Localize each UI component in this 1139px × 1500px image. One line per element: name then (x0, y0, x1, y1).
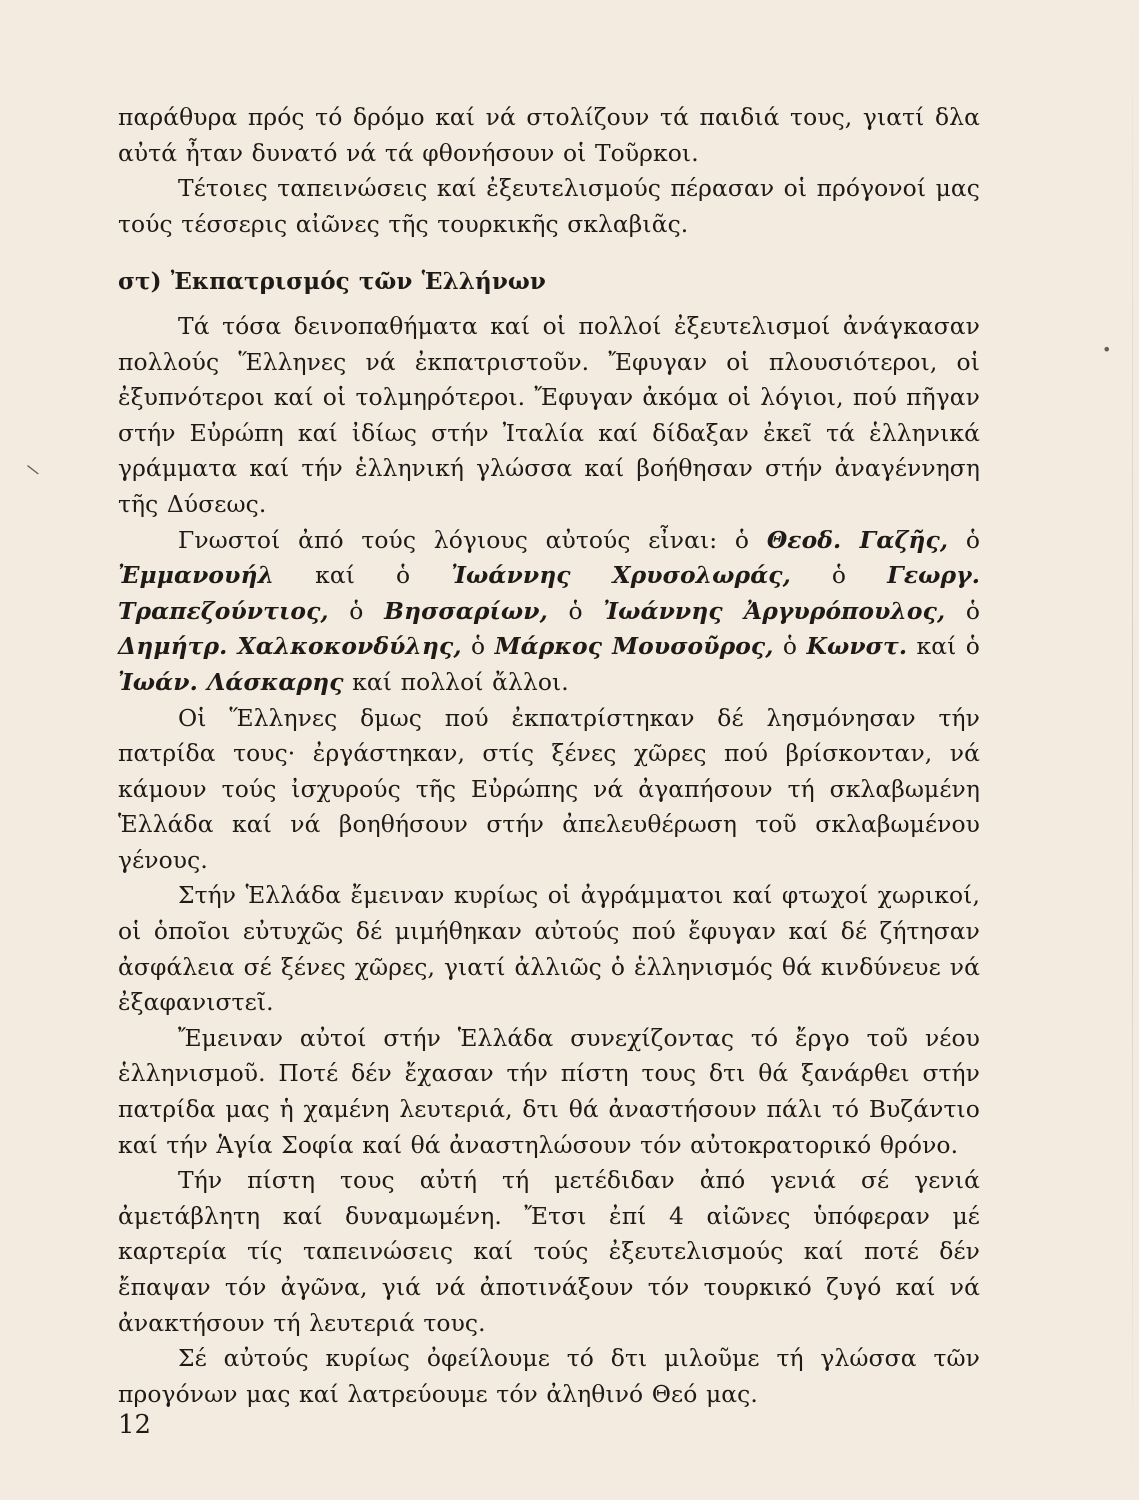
paragraph-1: παράθυρα πρός τό δρόμο καί νά στολίζουν τά παιδιά τους, γιατί δλα αὐτά ἦταν δυνατό νά τά φθονήσουν οἱ Τοῦρκοι. (118, 103, 980, 167)
paragraph-3: Τά τόσα δεινοπαθήματα καί οἱ πολλοί ἐξευτελισμοί ἀνάγκασαν πολλούς Ἕλληνες νά ἐκπατριστοῦν. Ἔφυγαν οἱ πλουσιότεροι, οἱ ἐξυπνότεροι καί οἱ τολμηρότεροι. Ἔφυγαν ἀκόμα οἱ λόγιοι, πού πῆγαν στήν Εὐρώπη καί ἰδίως στήν Ἰταλία καί δίδαξαν ἐκεῖ τά ἑλληνικά γράμματα καί τήν ἑλληνική γλώσσα καί βοήθησαν στήν ἀναγέννηση τῆς Δύσεως. (118, 311, 980, 518)
page-edge (1132, 0, 1133, 1500)
scholar-name: Μάρκος Μουσοῦρος, (494, 632, 774, 661)
page-number: 12 (118, 1410, 152, 1440)
p4-sep: ὁ (547, 596, 604, 625)
scholar-name: Ἰωάννης Ἀργυρόπουλος, (603, 596, 946, 625)
paragraph-2: Τέτοιες ταπεινώσεις καί ἐξευτελισμούς πέρασαν οἱ πρόγονοί μας τούς τέσσερις αἰῶνες τῆς τουρκικῆς σκλαβιᾶς. (118, 174, 980, 238)
paragraph-9: Σέ αὐτούς κυρίως ὀφείλουμε τό δτι μιλοῦμε τή γλώσσα τῶν προγόνων μας καί λατρεύουμε τόν ἀληθινό Θεό μας. (118, 1344, 980, 1408)
p4-sep: καί ὁ (907, 632, 980, 661)
paragraph-5: Οἱ Ἕλληνες δμως πού ἐκπατρίστηκαν δέ λησμόνησαν τήν πατρίδα τους· ἐργάστηκαν, στίς ξένες χῶρες πού βρίσκονταν, νά κάμουν τούς ἰσχυρούς τῆς Εὐρώπης νά ἀγαπήσουν τή σκλαβωμένη Ἑλλάδα καί νά βοηθήσουν στήν ἀπελευθέρωση τοῦ σκλαβωμένου γένους. (118, 703, 980, 874)
scholar-name: Βησσαρίων, (384, 596, 548, 625)
p4-sep: ὁ (328, 596, 385, 625)
p4-intro: Γνωστοί ἀπό τούς λόγιους αὐτούς εἶναι: ὁ (178, 525, 767, 554)
scholar-name: Γεωργ. Τραπεζούντιος, (118, 561, 980, 625)
section-heading: στ) Ἐκπατρισμός τῶν Ἑλλήνων (118, 268, 546, 296)
paragraph-4 (118, 523, 980, 701)
p4-sep: ὁ (945, 596, 980, 625)
p4-outro: καί πολλοί ἄλλοι. (343, 667, 569, 696)
margin-mark-right: • (1102, 340, 1112, 359)
scholar-name: Ἐμμανουήλ (118, 561, 275, 590)
page-text (118, 100, 980, 1412)
p4-sep: ὁ (461, 632, 495, 661)
paragraph-6: Στήν Ἑλλάδα ἔμειναν κυρίως οἱ ἀγράμματοι καί φτωχοί χωρικοί, οἱ ὁποῖοι εὐτυχῶς δέ μιμήθηκαν αὐτούς πού ἔφυγαν καί δέ ζήτησαν ἀσφάλεια σέ ξένες χῶρες, γιατί ἀλλιῶς ὁ ἑλληνισμός θά κινδύνευε νά ἐξαφανιστεῖ. (118, 881, 980, 1017)
p4-sep: ὁ (773, 632, 807, 661)
scholar-name: Κωνστ. (806, 632, 908, 661)
scholar-name: Ἰωάννης Χρυσολωράς, (451, 561, 791, 590)
paragraph-7: Ἔμειναν αὐτοί στήν Ἑλλάδα συνεχίζοντας τό ἔργο τοῦ νέου ἑλληνισμοῦ. Ποτέ δέν ἔχασαν τήν πίστη τους δτι θά ξανάρθει στήν πατρίδα μας ἡ χαμένη λευτεριά, δτι θά ἀναστήσουν πάλι τό Βυζάντιο καί τήν Ἁγία Σοφία καί θά ἀναστηλώσουν τόν αὐτοκρατορικό θρόνο. (118, 1023, 980, 1159)
p4-sep: καί ὁ (274, 561, 452, 590)
p4-sep: ὁ (790, 561, 888, 590)
scholar-name: Θεοδ. Γαζῆς, (766, 525, 949, 554)
scholar-name: Ἰωάν. Λάσκαρης (118, 667, 344, 696)
margin-mark-left: \ (25, 460, 41, 479)
scholar-name: Δημήτρ. Χαλκοκονδύλης, (118, 632, 462, 661)
p4-sep: ὁ (948, 525, 981, 554)
paragraph-8: Τήν πίστη τους αὐτή τή μετέδιδαν ἀπό γενιά σέ γενιά ἀμετάβλητη καί δυναμωμένη. Ἔτσι ἐπί 4 αἰῶνες ὑπόφεραν μέ καρτερία τίς ταπεινώσεις καί τούς ἐξευτελισμούς καί ποτέ δέν ἔπαψαν τόν ἀγῶνα, γιά νά ἀποτινάξουν τόν τουρκικό ζυγό καί νά ἀνακτήσουν τή λευτεριά τους. (118, 1166, 980, 1337)
